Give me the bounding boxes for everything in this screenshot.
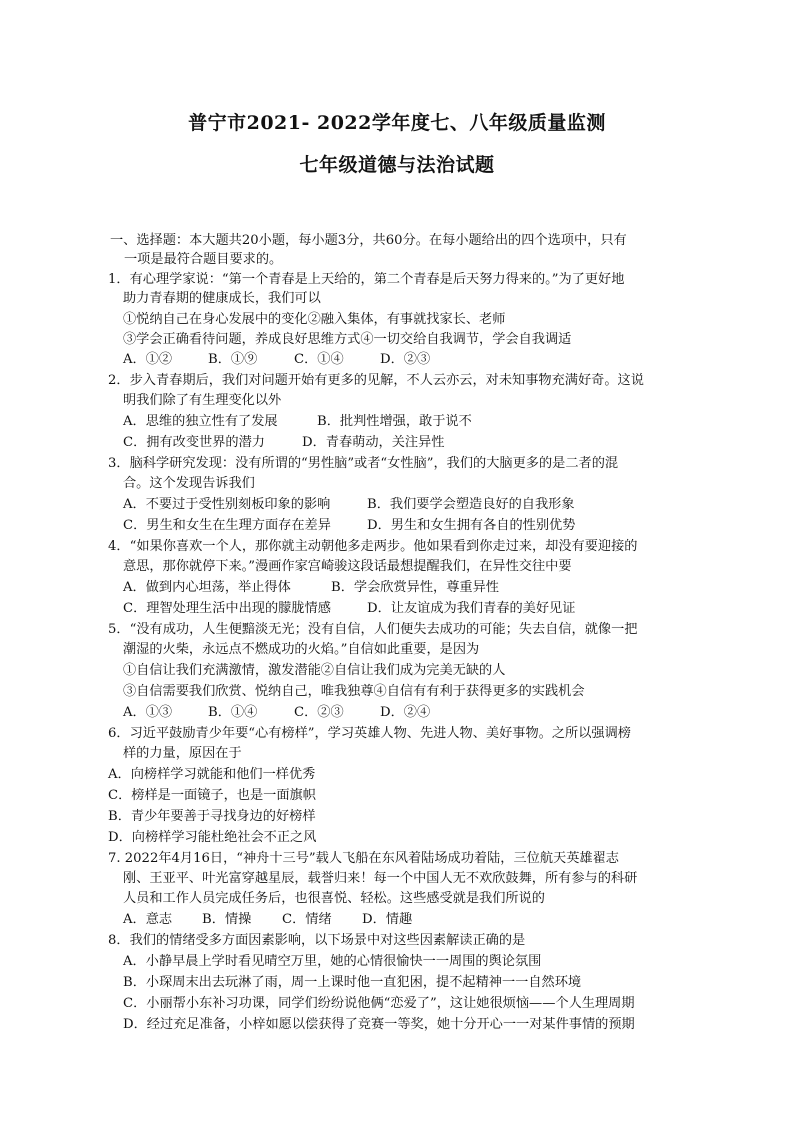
option-d: D．情趣	[362, 912, 413, 927]
question-stem: 潮湿的火柴，永远点不燃成功的火焰。”自信如此重要，是因为	[123, 642, 480, 657]
option-b: B．①⑨	[208, 352, 258, 367]
option-c: C．②③	[294, 705, 344, 720]
option-c: C．理智处理生活中出现的朦胧情感	[123, 601, 331, 616]
question-stem: 7. 2022年4月16日，“神舟十三号”载人飞船在东风着陆场成功着陆，三位航天英雄翟志	[108, 851, 619, 866]
option-d: D．②④	[380, 705, 431, 720]
statement-line: ①自信让我们充满激情，激发潜能②自信让我们成为完美无缺的人	[123, 663, 506, 678]
exam-subtitle: 七年级道德与法治试题	[299, 154, 495, 176]
question-stem: 样的力量，原因在于	[123, 746, 242, 761]
question-stem: 意思，那你就停下来。”漫画作家宫崎骏这段话最想提醒我们，在异性交往中要	[123, 559, 572, 574]
question-stem: 6．习近平鼓励青少年要“心有榜样”，学习英雄人物、先进人物、美好事物。之所以强调榜	[108, 726, 631, 741]
section-heading-line: 一项是最符合题目要求的。	[124, 252, 283, 267]
option-b: B．我们要学会塑造良好的自我形象	[367, 497, 575, 512]
statement-line: ③学会正确看待问题，养成良好思维方式④一切交给自我调节，学会自我调适	[123, 332, 572, 347]
question-stem: 助力青春期的健康成长，我们可以	[123, 291, 321, 306]
question-stem: 1．有心理学家说：“第一个青春是上天给的，第二个青春是后天努力得来的。”为了更好地	[108, 272, 625, 287]
option-d: D．向榜样学习能杜绝社会不正之风	[108, 830, 317, 845]
option-c: C．男生和女生在生理方面存在差异	[123, 518, 331, 533]
statement-line: ①悦纳自己在身心发展中的变化②融入集体，有事就找家长、老师	[123, 312, 506, 327]
option-a: A．小静早晨上学时看见晴空万里，她的心情很愉快一一周围的舆论氛围	[123, 954, 542, 969]
option-d: D．男生和女生拥有各自的性别优势	[367, 518, 576, 533]
question-stem: 5．“没有成功，人生便黯淡无光；没有自信，人们便失去成功的可能；失去自信，就像一把	[108, 622, 638, 637]
option-a: A．①②	[123, 352, 173, 367]
option-d: D．②③	[380, 352, 431, 367]
option-d: D．让友谊成为我们青春的美好见证	[367, 601, 576, 616]
option-b: B．情操	[202, 912, 252, 927]
option-b: B．①④	[208, 705, 258, 720]
option-c: C．小丽帮小东补习功课，同学们纷纷说他俩“恋爱了”，这让她很烦恼——个人生理周期	[123, 996, 635, 1011]
option-d: D．经过充足准备，小梓如愿以偿获得了竞赛一等奖，她十分开心一一对某件事情的预期	[123, 1017, 635, 1032]
question-stem: 刚、王亚平、叶光富穿越星辰，载誉归来！每一个中国人无不欢欣鼓舞，所有参与的科研	[123, 871, 638, 886]
option-c: C．榜样是一面镜子，也是一面旗帜	[108, 788, 316, 803]
option-a: A．向榜样学习就能和他们一样优秀	[108, 767, 316, 782]
section-heading-line: 一、选择题：本大题共20小题，每小题3分，共60分。在每小题给出的四个选项中，只有	[110, 233, 627, 248]
option-c: C．①④	[294, 352, 344, 367]
option-a: A．不要过于受性别刻板印象的影响	[123, 497, 331, 512]
question-stem: 4．“如果你喜欢一个人，那你就主动朝他多走两步。他如果看到你走过来，却没有要迎接的	[108, 539, 638, 554]
option-d: D．青春萌动，关注异性	[302, 435, 445, 450]
option-b: B．青少年要善于寻找身边的好榜样	[108, 809, 316, 824]
option-a: A．思维的独立性有了发展	[123, 414, 278, 429]
option-a: A．做到内心坦荡，举止得体	[123, 580, 291, 595]
exam-title: 普宁市2021- 2022学年度七、八年级质量监测	[188, 112, 606, 134]
question-stem: 明我们除了有生理变化以外	[123, 393, 282, 408]
option-b: B．学会欣赏异性，尊重异性	[331, 580, 499, 595]
option-c: C．拥有改变世界的潜力	[123, 435, 265, 450]
option-b: B．小琛周末出去玩淋了雨，周一上课时他一直犯困，提不起精神一一自然环境	[123, 975, 582, 990]
option-b: B．批判性增强，敢于说不	[317, 414, 472, 429]
question-stem: 3．脑科学研究发现：没有所谓的“男性脑”或者“女性脑”，我们的大脑更多的是二者的混	[108, 456, 619, 471]
question-stem: 2．步入青春期后，我们对问题开始有更多的见解，不人云亦云，对未知事物充满好奇。这说	[108, 373, 644, 388]
statement-line: ③自信需要我们欣赏、悦纳自己，唯我独尊④自信有有利于获得更多的实践机会	[123, 684, 585, 699]
option-a: A．①③	[123, 705, 173, 720]
question-stem: 合。这个发现告诉我们	[123, 476, 255, 491]
question-stem: 人员和工作人员完成任务后，也很喜悦、轻松。这些感受就是我们所说的	[123, 891, 545, 906]
option-c: C．情绪	[282, 912, 332, 927]
question-stem: 8．我们的情绪受多方面因素影响，以下场景中对这些因素解读正确的是	[108, 933, 526, 948]
option-a: A．意志	[123, 912, 173, 927]
